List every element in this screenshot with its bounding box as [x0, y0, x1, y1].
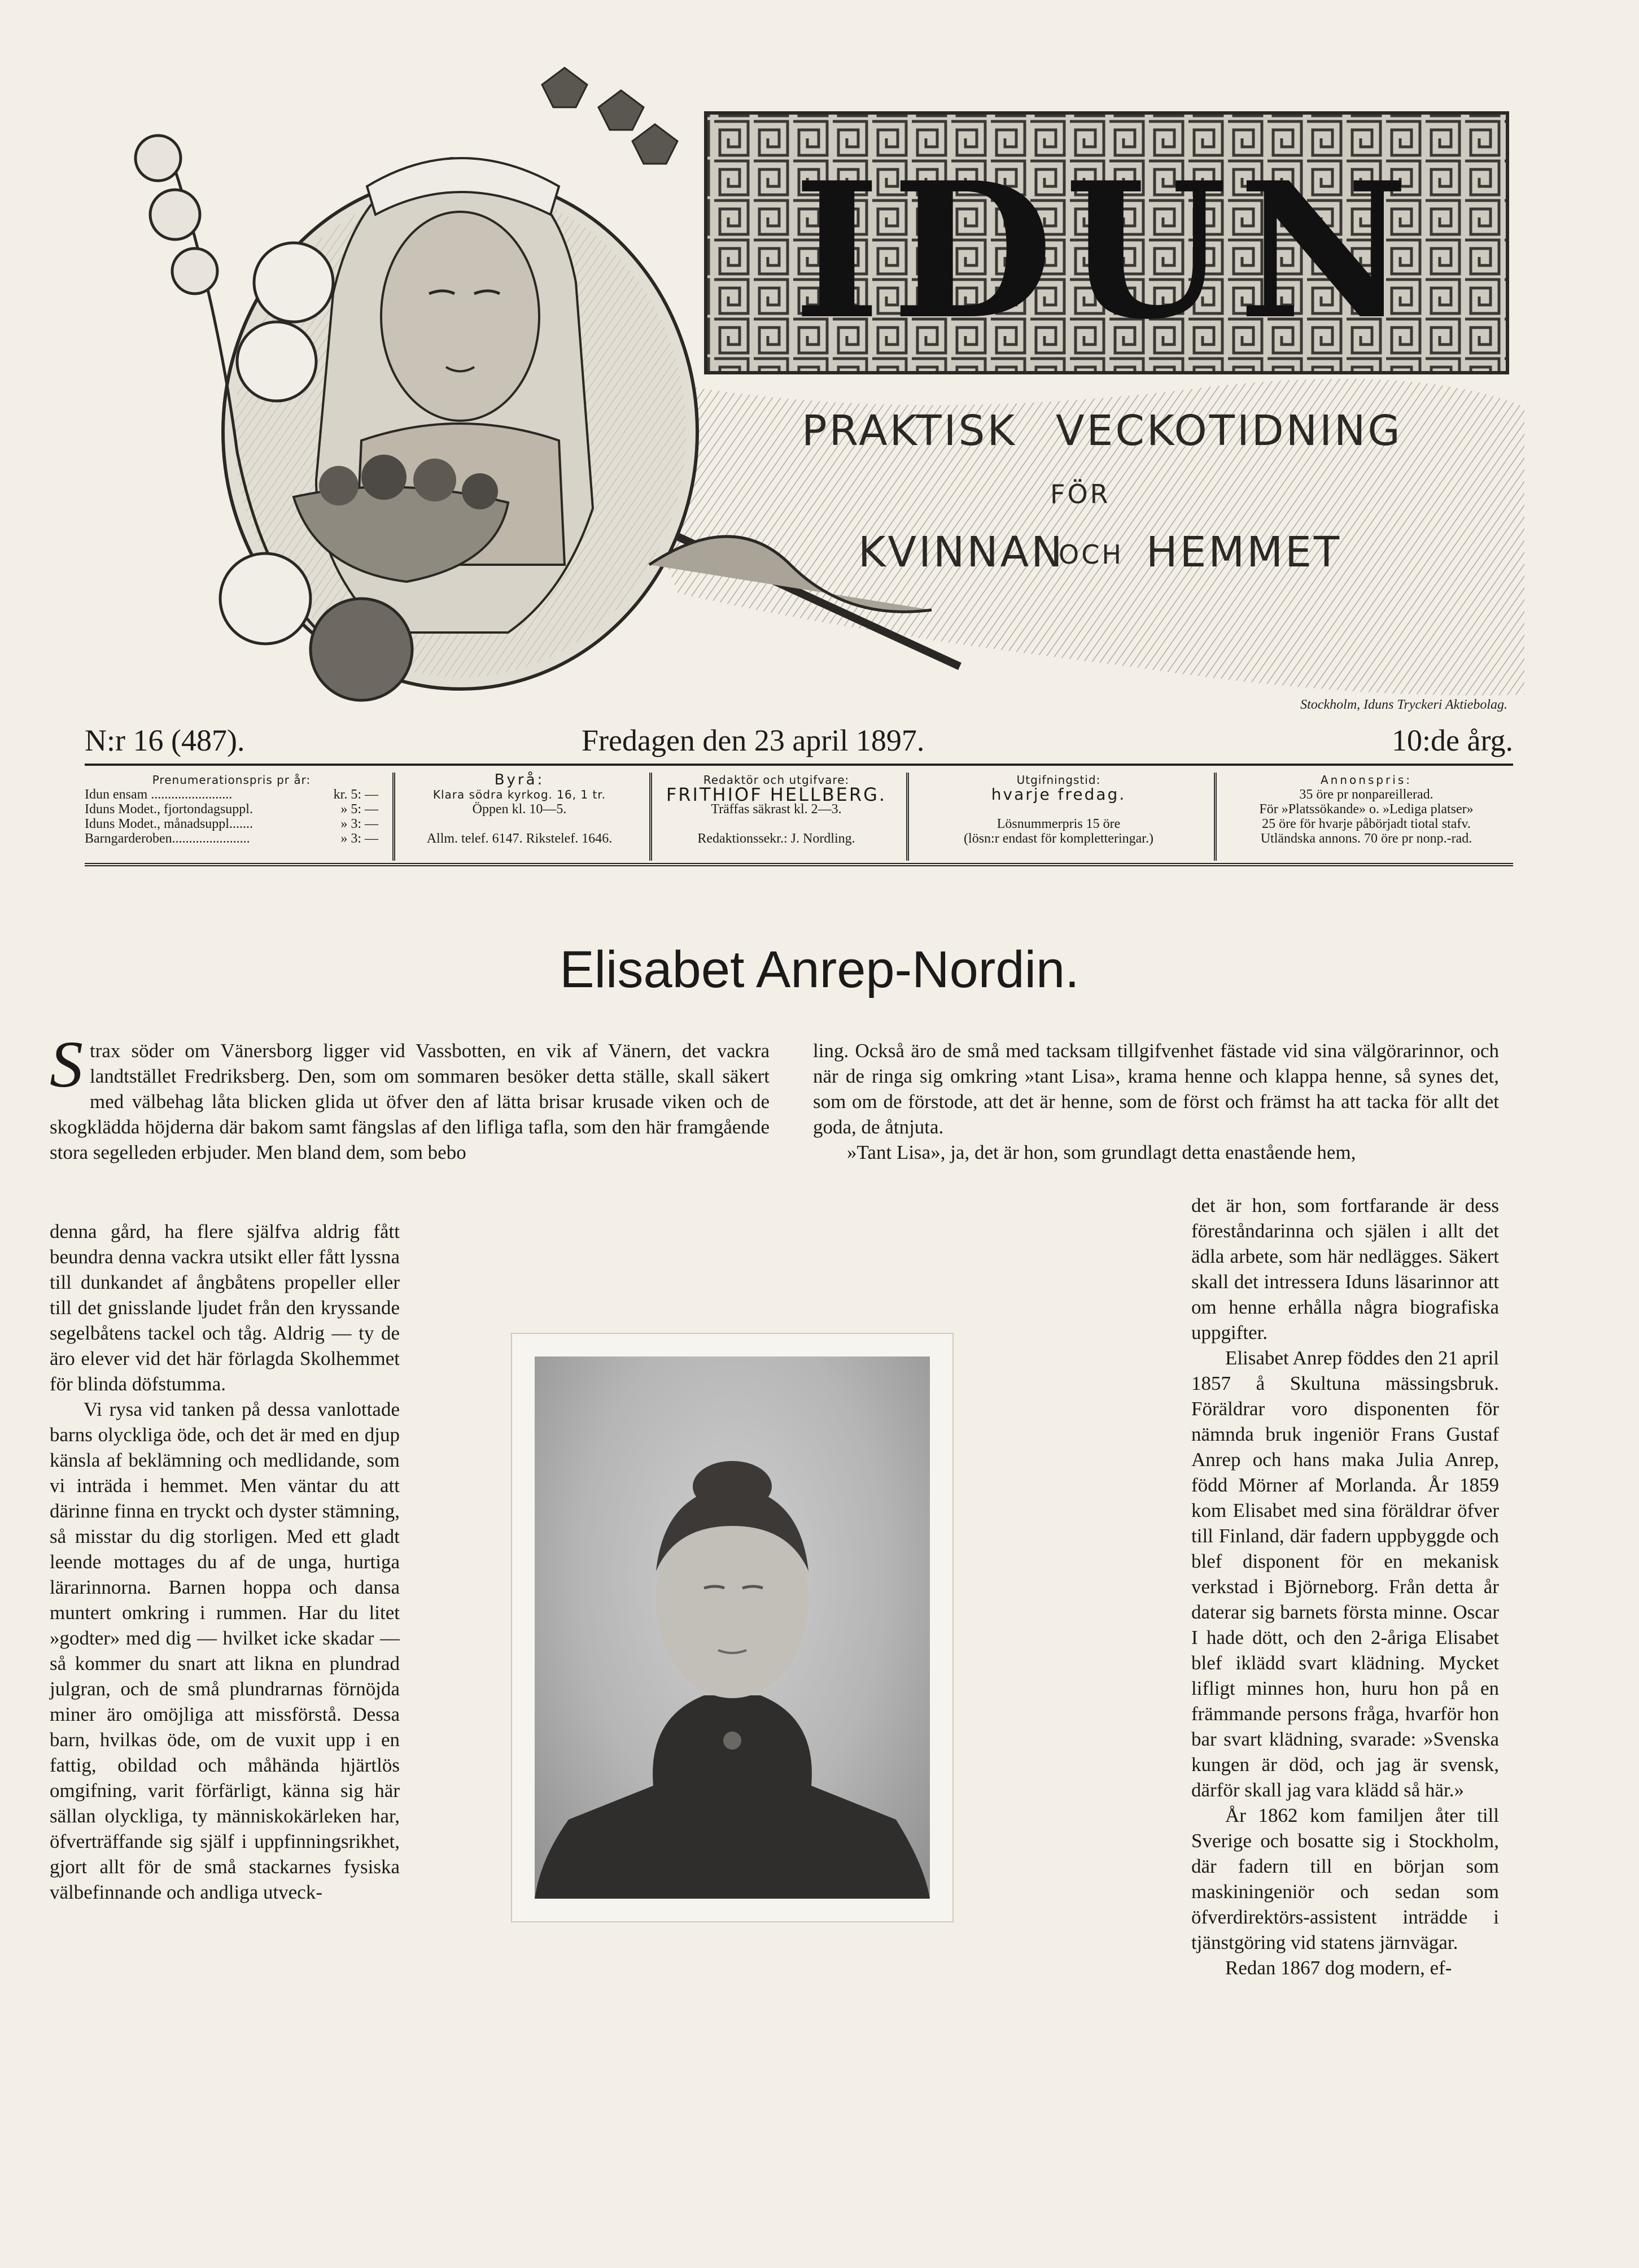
right-paragraph-4: Elisabet Anrep föddes den 21 april 1857 å Skultuna mässingsbruk. Föräldrar voro disponenten för nämnda bruk ingeniör Frans Gustaf Anrep och hans maka Julia Anrep, född Mörner af Morlanda. År 1859 kom Elisabet med sina föräldrar öfver till Finland, där fadern uppbyggde och blef disponent för en mekanisk verkstad i Björneborg. Från detta år daterar sig barnets första minne. Oscar I hade dött, och den 2-åriga Elisabet blef iklädd svart klädning. Mycket lifligt minnes hon, huru hon på en främmande persons fråga, hvarför hon bar svart klädning, svarade: »Svenska kungen är död, och jag är svensk, därför skall jag vara klädd så här.» [1191, 1347, 1500, 1801]
office-telephone: Allm. telef. 6147. Rikstelef. 1646. [426, 831, 613, 846]
ad-price-line: Utländska annons. 70 öre pr nonp.-rad. [1260, 831, 1472, 846]
article-title: Elisabet Anrep-Nordin. [560, 941, 1079, 998]
single-issue-price: Lösnummerpris 15 öre [996, 817, 1121, 831]
price-label: Barngarderoben....................... [85, 831, 250, 846]
price-row [85, 787, 378, 802]
portrait-photo [535, 1357, 930, 1899]
right-column-top [813, 1038, 1499, 1165]
office-box [392, 773, 644, 861]
editor-box [649, 773, 901, 861]
price-label: Idun ensam ........................ [85, 787, 233, 802]
price-label: Iduns Modet., månadsuppl....... [85, 817, 253, 831]
issue-year: 10:de årg. [1392, 723, 1513, 757]
issue-number: N:r 16 (487). [85, 723, 245, 757]
office-address: Klara södra kyrkog. 16, 1 tr. [432, 788, 606, 801]
subtitle-praktisk: PRAKTISK [802, 407, 1017, 455]
subscription-heading: Prenumerationspris pr år: [152, 773, 311, 787]
ivy-leaves [542, 68, 678, 164]
editorial-secretary: Redaktionssekr.: J. Nordling. [697, 831, 855, 846]
editor-heading: Redaktör och utgifvare: [703, 773, 850, 787]
logo-text: IDUN [793, 141, 1420, 360]
portrait-figure [535, 1357, 930, 1899]
right-column [1191, 1193, 1499, 1981]
left-paragraph-2: Vi rysa vid tanken på dessa vanlottade barns olyckliga öde, och det är med en djup känsla af beklämning och medlidande, som vi inträda i hemmet. Men väntar du att därinne finna en tryckt och dyster stämning, så misstar du dig storligen. Med ett gladt leende mottages du af de unga, hurtiga lärarinnorna. Barnen hoppa och dansa muntert omkring i rummen. Har du litet »godter» med dig — hvilket icke skadar — så kommer du snart att likna en plundrad julgran, och de små plundrarnas förnöjda miner äro omöjliga att missförstå. Dessa barn, hvilkas öde, om de vuxit upp i en fattig, obildad och måhända hjärtlös omgifning, varit förfärligt, känna sig här sällan olyckliga, ty människokärleken har, öfverträffande sig själf i uppfinningsrikhet, gjort allt för de små stackarnes fysiska välbefinnande och andliga utveck- [50, 1398, 400, 1903]
price-row [85, 817, 378, 831]
price-label: Iduns Modet., fjortondagsuppl. [85, 802, 253, 817]
editor-hours: Träffas säkrast kl. 2—3. [711, 802, 842, 817]
ad-price-line: För »Platssökande» o. »Lediga platser» [1259, 802, 1474, 817]
left-column [50, 1219, 400, 1905]
subtitle-veckotidning: VECKOTIDNING [1056, 407, 1402, 455]
publishing-day: hvarje fredag. [991, 785, 1126, 804]
ad-price-line: 25 öre för hvarje påbörjadt tiotal stafv. [1262, 817, 1471, 831]
subscription-box [85, 773, 390, 861]
article-intro [50, 1027, 770, 1165]
portrait-frame [511, 1333, 954, 1922]
left-paragraph-1: denna gård, ha flere själfva aldrig fått beundra denna vackra utsikt eller fått lyssna till dunkandet af ångbåtens propeller eller till det gnisslande ljudet från den kryssande segelbåtens tackel och tåg. Aldrig — ty de äro elever vid det här förlagda Skolhemmet för blinda döfstumma. [50, 1220, 400, 1395]
price-value: » 3: — [340, 817, 378, 831]
editor-name: FRITHIOF HELLBERG. [666, 784, 887, 805]
ad-price-heading: Annonspris: [1321, 773, 1412, 787]
office-heading: Byrå: [494, 771, 545, 788]
subtitle-och: OCH [1059, 539, 1124, 570]
intro-text: trax söder om Vänersborg ligger vid Vassbotten, en vik af Vänern, det vackra landtstället Fredriksberg. Den, som om sommaren besöker detta ställe, skall säkert med välbehag låta blicken glida ut öfver den af lätta brisar krusade viken och de skogklädda höjderna där bakom samt fängslas af den lifliga tafla, som den här framgående stora segelleden erbjuder. Men bland dem, som bebo [50, 1040, 770, 1163]
right-paragraph-3: det är hon, som fortfarande är dess föreståndarinna och själen i allt det ädla arbete, som här nedlägges. Säkert skall det intressera Iduns läsarinnor att om henne erhålla några biografiska uppgifter. [1191, 1194, 1499, 1344]
single-issue-note: (lösn:r endast för kompletteringar.) [964, 831, 1153, 846]
issue-line [85, 723, 1513, 766]
price-value: kr. 5: — [333, 787, 378, 802]
price-row [85, 831, 378, 846]
ad-price-line: 35 öre pr nonpareillerad. [1299, 787, 1433, 802]
subtitle-for: FÖR [1050, 479, 1111, 509]
right-paragraph-5: År 1862 kom familjen åter till Sverige och bosatte sig i Stockholm, där fadern till en början som maskiningeniör och sedan som öfverdirektörs-assistent inträdde i tjänstgöring vid statens järnvägar. [1191, 1804, 1499, 1953]
ad-price-box [1214, 773, 1516, 861]
printer-credit: Stockholm, Iduns Tryckeri Aktiebolag. [1300, 697, 1507, 712]
right-paragraph-6: Redan 1867 dog modern, ef- [1225, 1957, 1452, 1979]
right-paragraph-2: »Tant Lisa», ja, det är hon, som grundlagt detta enastående hem, [847, 1141, 1356, 1163]
office-hours: Öppen kl. 10—5. [472, 802, 567, 817]
price-value: » 3: — [340, 831, 378, 846]
subtitle-kvinnan: KVINNAN [858, 528, 1065, 577]
drop-cap: S [50, 1027, 83, 1101]
price-value: » 5: — [340, 802, 378, 817]
issue-date: Fredagen den 23 april 1897. [582, 723, 925, 757]
masthead-illustration [0, 0, 1639, 734]
publishing-box [906, 773, 1208, 861]
subtitle-hemmet: HEMMET [1146, 528, 1342, 577]
publishing-heading: Utgifningstid: [1016, 773, 1101, 787]
info-row [85, 773, 1513, 866]
right-paragraph-1: ling. Också äro de små med tacksam tillgifvenhet fästade vid sina välgörarinnor, och när de ringa sig omkring »tant Lisa», krama henne och klappa henne, så synes det, som om de förstode, att det är henne, som de först och främst ha att tacka för allt det goda, de åtnjuta. [813, 1040, 1499, 1138]
price-row [85, 802, 378, 817]
masthead [0, 0, 1639, 734]
